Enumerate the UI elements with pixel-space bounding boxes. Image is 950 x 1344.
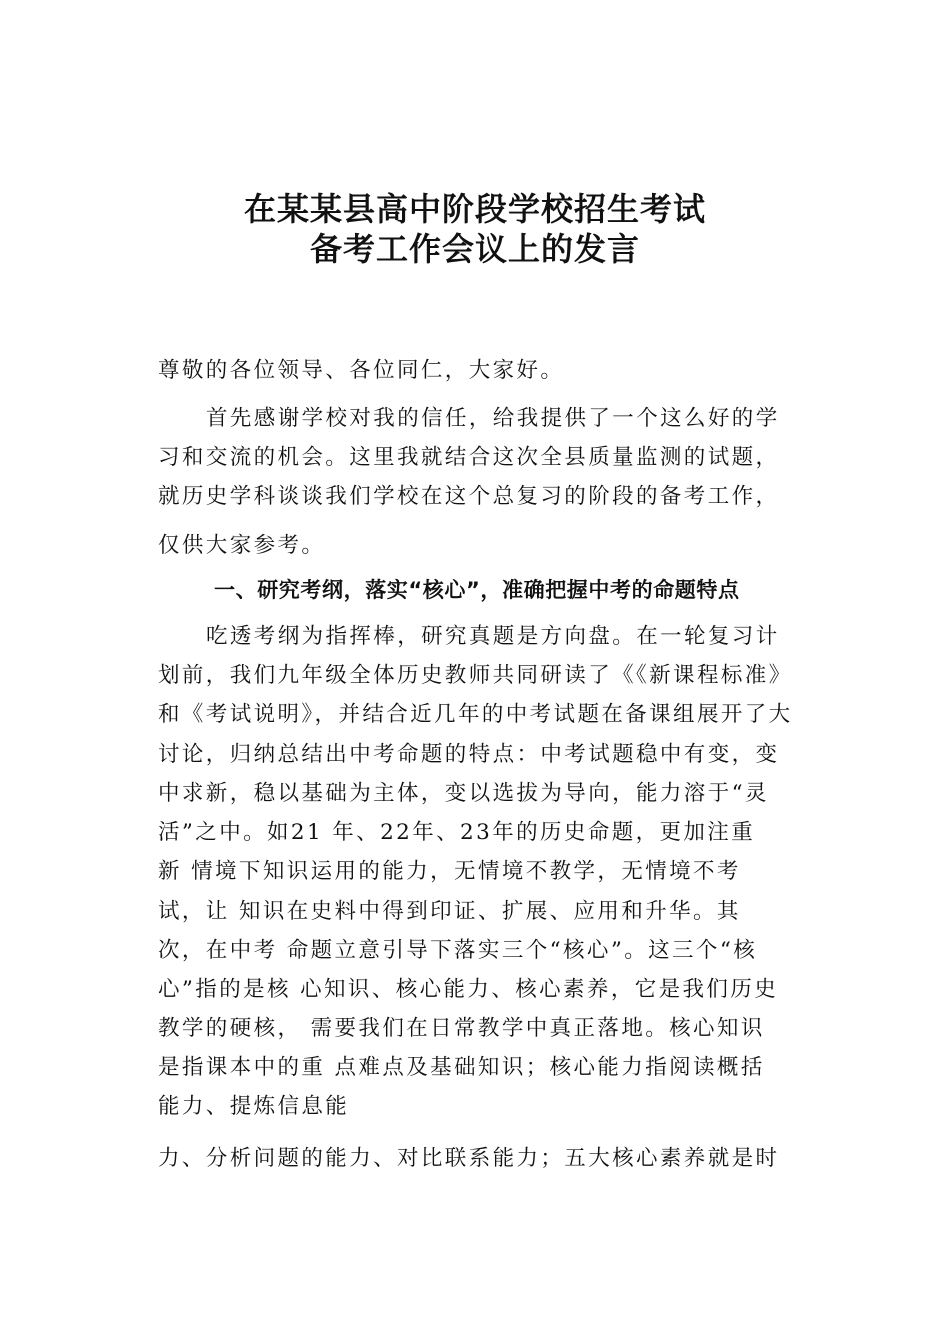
body-line: 中求新，稳以基础为主体，变以选拔为导向，能力溶于“灵 [158,781,769,806]
body-line: 心”指的是核 心知识、核心能力、核心素养，它是我们历史 [158,977,779,1002]
intro-line: 习和交流的机会。这里我就结合这次全县质量监测的试题， [158,445,780,470]
intro-line: 仅供大家参考。 [158,533,326,558]
body-line: 能力、提炼信息能 [158,1094,350,1119]
body-line: 试，让 知识在史料中得到印证、扩展、应用和升华。其 [158,899,741,924]
document-title-line-1: 在某某县高中阶段学校招生考试 [243,190,706,228]
document-title-line-2: 备考工作会议上的发言 [309,230,640,268]
body-line: 讨论，归纳总结出中考命题的特点：中考试题稳中有变，变 [158,742,780,767]
greeting: 尊敬的各位领导、各位同仁，大家好。 [158,358,565,383]
body-line: 教学的硬核， 需要我们在日常教学中真正落地。核心知识 [158,1016,765,1041]
body-line: 划前，我们九年级全体历史教师共同研读了《《新课程标准》 [158,663,793,688]
body-line: 次，在中考 命题立意引导下落实三个“核心”。这三个“核 [158,938,758,963]
body-line: 新 情境下知识运用的能力，无情境不教学，无情境不考 [158,859,741,884]
body-line: 吃透考纲为指挥棒，研究真题是方向盘。在一轮复习计 [206,624,780,649]
body-line: 活”之中。如21 年、22年、23年的历史命题，更加注重 [158,820,756,845]
body-line: 是指课本中的重 点难点及基础知识；核心能力指阅读概括 [158,1055,765,1080]
intro-line: 首先感谢学校对我的信任，给我提供了一个这么好的学 [206,406,780,431]
intro-line: 就历史学科谈谈我们学校在这个总复习的阶段的备考工作， [158,484,780,509]
body-line: 力、分析问题的能力、对比联系能力；五大核心素养就是时 [158,1146,780,1171]
body-line: 和《考试说明》，并结合近几年的中考试题在备课组展开了大 [158,702,793,727]
section-heading: 一、研究考纲，落实“核心”，准确把握中考的命题特点 [214,578,740,602]
